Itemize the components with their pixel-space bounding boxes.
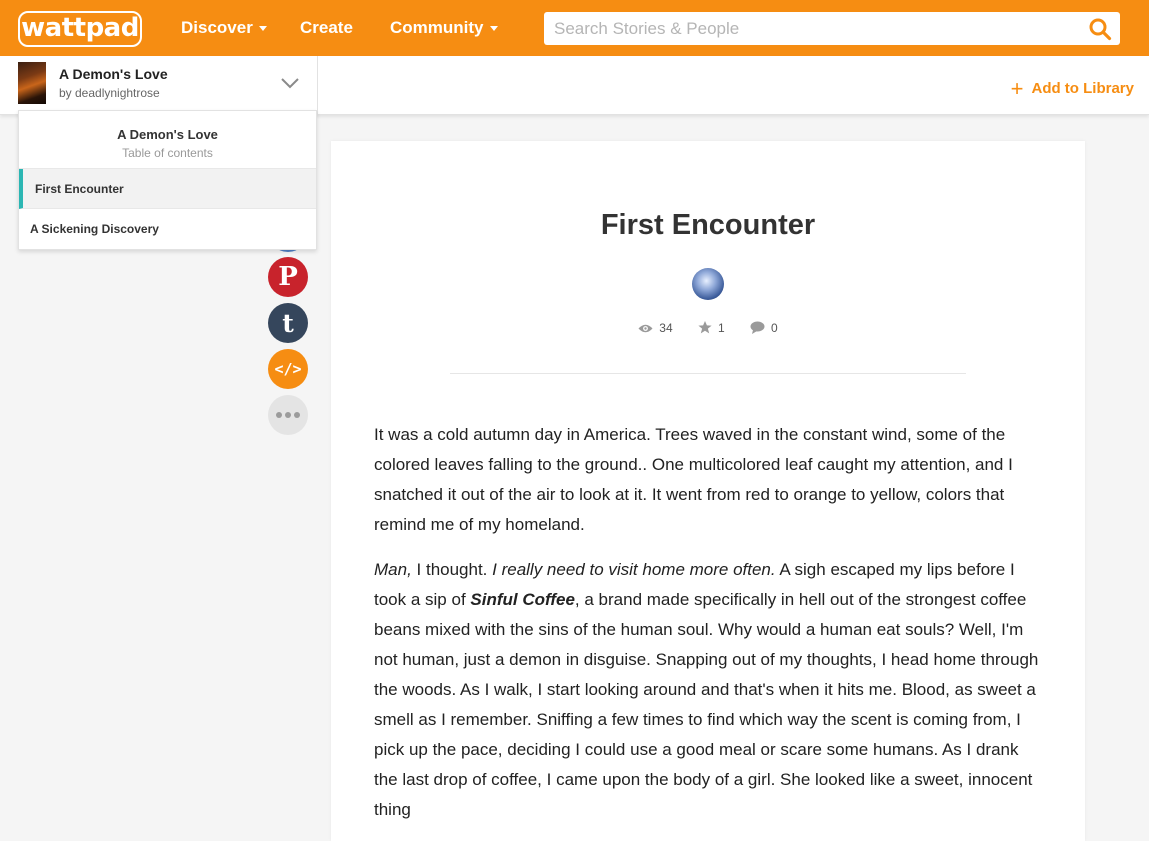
add-to-library-label: Add to Library [1031, 80, 1134, 97]
story-title: A Demon's Love [59, 66, 168, 82]
pinterest-icon: P [278, 262, 298, 292]
story-part-card [331, 141, 1085, 841]
chevron-down-icon[interactable] [280, 76, 300, 90]
paragraph: It was a cold autumn day in America. Trees waved in the constant wind, some of the colored leaves falling to the ground.. One multicolored leaf caught my attention, and I snatched it out of the air to look at it. It went from red to orange to yellow, colors that remind me of my homeland. [374, 425, 1013, 534]
text-span: , a brand made specifically in hell out of the strongest coffee beans mixed with the sins of the human soul. Why would a human eat souls? Well, I'm not human, just a demon in disguise. Snapping out of my thoughts, I head home through the woods. As I walk, I start looking around and that's when it hits me. Blood, as sweet a smell as I remember. Sniffing a few times to find which way the scent is coming from, I pick up the pace, deciding I could use a good meal or scare some humans. As I drank the last drop of coffee, I came upon the body of a girl. She looked like a sweet, innocent thing [374, 590, 1039, 819]
reads-count: 34 [659, 321, 673, 335]
nav-community[interactable] [390, 0, 498, 56]
toc-item-a-sickening-discovery[interactable]: A Sickening Discovery [30, 222, 159, 236]
votes-count: 1 [717, 321, 725, 335]
paragraph [374, 555, 1044, 825]
toc-item-first-encounter[interactable]: First Encounter [19, 169, 316, 209]
more-dot [285, 412, 291, 418]
add-to-library-button[interactable] [1011, 76, 1134, 102]
story-author[interactable]: by deadlynightrose [59, 86, 160, 100]
more-dot [294, 412, 300, 418]
top-navbar [0, 0, 1149, 56]
caret-down-icon [490, 26, 498, 31]
caret-down-icon [259, 26, 267, 31]
plus-icon: + [1010, 76, 1024, 101]
italic-text: I really need to visit home more often. [492, 560, 776, 579]
author-avatar[interactable] [692, 268, 724, 300]
embed-button[interactable] [268, 349, 308, 389]
table-of-contents-dropdown [18, 110, 317, 250]
nav-create-label: Create [300, 18, 353, 37]
toc-header [19, 111, 316, 169]
wattpad-logo[interactable]: wattpad [18, 11, 142, 47]
nav-discover-label: Discover [181, 18, 253, 37]
embed-icon: </> [274, 360, 302, 378]
comments-count: 0 [771, 321, 778, 335]
nav-create[interactable] [300, 0, 353, 56]
toc-story-title: A Demon's Love [117, 127, 218, 142]
text-span: A sigh escaped my lips before I took a sip of [374, 560, 1015, 609]
comments-stat [750, 321, 778, 335]
story-selector[interactable] [0, 56, 318, 115]
reads-stat [638, 321, 672, 335]
story-header [0, 56, 1149, 115]
bold-italic-text: Sinful Coffee [470, 590, 575, 609]
eye-icon [638, 323, 653, 334]
pinterest-share-button[interactable] [268, 257, 308, 297]
part-title: First Encounter [600, 209, 816, 241]
comment-icon [750, 321, 765, 334]
story-cover-image [18, 62, 46, 104]
more-options-button[interactable] [268, 395, 308, 435]
search-box [544, 12, 1120, 45]
text-span: I thought. [411, 560, 493, 579]
star-icon [698, 321, 712, 334]
nav-community-label: Community [390, 18, 484, 37]
part-stats [331, 321, 1085, 335]
votes-stat [698, 321, 725, 335]
tumblr-icon: t [282, 308, 294, 338]
italic-text: Man, [374, 560, 412, 579]
search-icon[interactable] [1088, 17, 1112, 41]
search-input[interactable] [544, 12, 1064, 45]
story-text [374, 420, 1044, 840]
tumblr-share-button[interactable] [268, 303, 308, 343]
nav-discover[interactable] [181, 0, 267, 56]
more-dot [276, 412, 282, 418]
toc-subtitle: Table of contents [122, 146, 213, 160]
divider [450, 373, 966, 374]
